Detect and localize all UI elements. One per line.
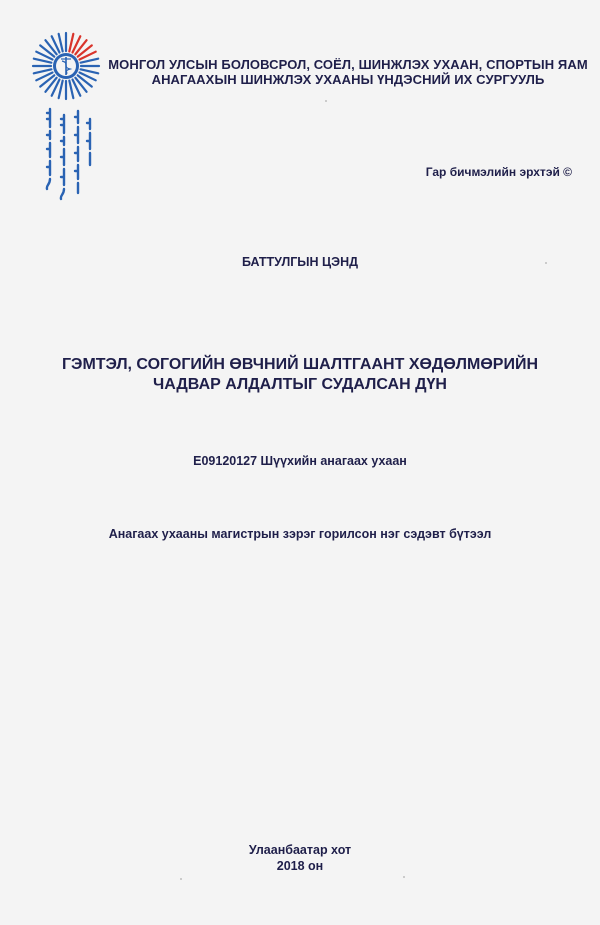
copyright-note: Гар бичмэлийн эрхтэй ©	[425, 165, 572, 179]
place-and-year	[0, 842, 600, 874]
emblem-ray	[81, 69, 99, 73]
scan-speck	[403, 876, 405, 878]
degree-statement: Анагаах ухааны магистрын зэрэг горилсон нэг сэдэвт бүтээл	[108, 527, 492, 541]
emblem-ray	[69, 81, 73, 99]
emblem-ray	[34, 59, 52, 63]
emblem-ray	[69, 34, 73, 52]
thesis-title-line: ГЭМТЭЛ, СОГОГИЙН ӨВЧНИЙ ШАЛТГААНТ ХӨДӨЛМӨРИЙН	[61, 356, 538, 373]
emblem-ray	[59, 34, 63, 52]
university-name: АНАГААХЫН ШИНЖЛЭХ УХААНЫ ҮНДЭСНИЙ ИХ СУРГУУЛЬ	[151, 72, 545, 87]
ministry-name: МОНГОЛ УЛСЫН БОЛОВСРОЛ, СОЁЛ, ШИНЖЛЭХ УХААН, СПОРТЫН ЯАМ	[108, 57, 588, 72]
emblem-ray	[81, 59, 99, 63]
ministry-header	[108, 57, 588, 87]
university-emblem-icon	[30, 30, 102, 102]
scan-speck	[180, 878, 182, 880]
thesis-title	[40, 355, 560, 395]
emblem-ray	[59, 81, 63, 99]
year: 2018 он	[276, 859, 324, 873]
scan-speck	[545, 262, 547, 264]
thesis-title-line: ЧАДВАР АЛДАЛТЫГ СУДАЛСАН ДҮН	[153, 376, 447, 393]
city: Улаанбаатар хот	[248, 843, 352, 857]
emblem-ray	[34, 69, 52, 73]
author-name: БАТТУЛГЫН ЦЭНД	[241, 255, 359, 269]
specialty-code: E09120127 Шүүхийн анагаах ухаан	[193, 454, 407, 468]
mongolian-script-emblem	[38, 105, 98, 205]
scan-speck	[325, 100, 327, 102]
